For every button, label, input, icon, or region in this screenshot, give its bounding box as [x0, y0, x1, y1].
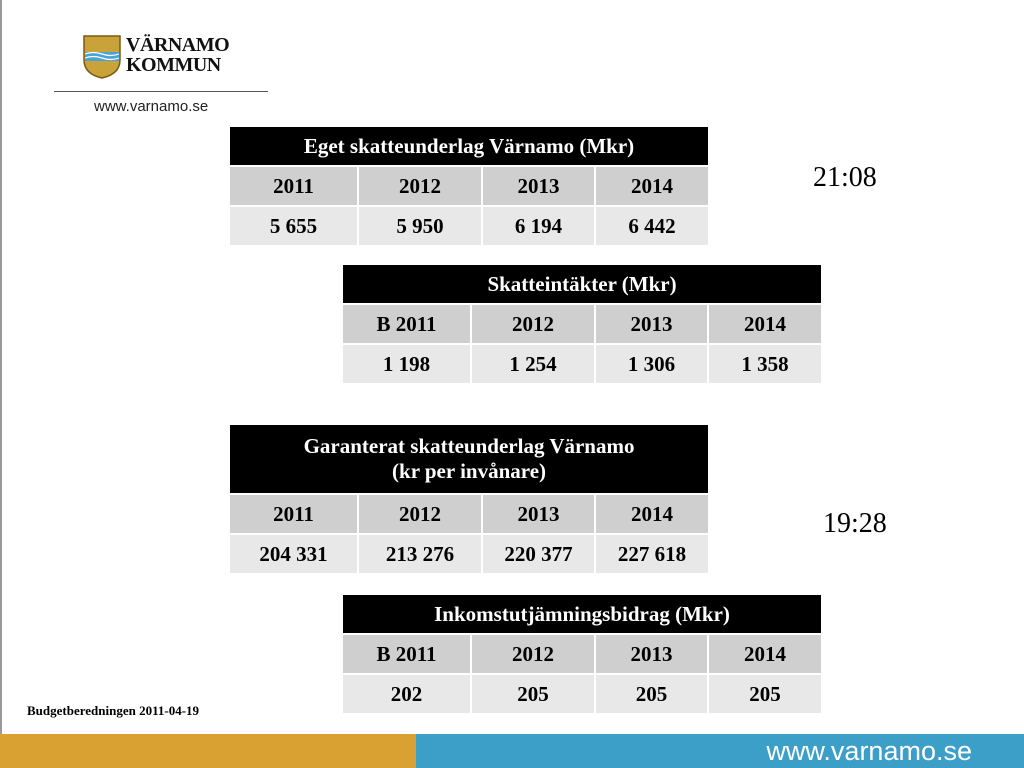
value-cell: 1 254 [471, 344, 595, 383]
value-cell: 204 331 [230, 534, 358, 573]
value-cell: 5 655 [230, 206, 358, 245]
table-header: Eget skatteunderlag Värnamo (Mkr) [230, 127, 708, 166]
table-header [230, 425, 708, 494]
value-cell: 205 [708, 674, 821, 713]
year-cell: 2012 [358, 494, 482, 534]
value-cell: 6 442 [595, 206, 708, 245]
table-header-line2: (kr per invånare) [392, 459, 547, 483]
time-label-1: 21:08 [813, 162, 877, 193]
year-cell: 2012 [471, 634, 595, 674]
table-header: Inkomstutjämningsbidrag (Mkr) [343, 595, 821, 634]
year-cell: 2012 [471, 304, 595, 344]
year-cell: 2014 [708, 634, 821, 674]
table-header-line1: Garanterat skatteunderlag Värnamo [303, 434, 635, 458]
table-header: Skatteintäkter (Mkr) [343, 265, 821, 304]
value-cell: 220 377 [482, 534, 595, 573]
value-cell: 227 618 [595, 534, 708, 573]
year-cell: 2014 [595, 166, 708, 206]
year-cell: 2014 [708, 304, 821, 344]
time-label-2: 19:28 [823, 508, 887, 539]
varnamo-kommun-logo [80, 32, 250, 84]
logo-divider [54, 91, 268, 92]
year-cell: 2013 [595, 304, 708, 344]
table-eget-skatteunderlag [230, 127, 708, 245]
value-cell: 1 306 [595, 344, 708, 383]
value-cell: 6 194 [482, 206, 595, 245]
table-garanterat-skatteunderlag [230, 425, 708, 573]
year-row [343, 634, 821, 674]
footer-url: www.varnamo.se [766, 736, 972, 766]
footer-note: Budgetberedningen 2011-04-19 [27, 703, 200, 718]
table-inkomstutjamningsbidrag [343, 595, 821, 713]
value-cell: 5 950 [358, 206, 482, 245]
logo-name-line1: VÄRNAMO [126, 34, 230, 56]
coat-of-arms-icon [82, 34, 122, 80]
value-cell: 202 [343, 674, 471, 713]
year-cell: B 2011 [343, 634, 471, 674]
year-cell: 2014 [595, 494, 708, 534]
year-cell: 2012 [358, 166, 482, 206]
value-cell: 205 [595, 674, 708, 713]
value-cell: 1 358 [708, 344, 821, 383]
value-row [230, 206, 708, 245]
year-cell: B 2011 [343, 304, 471, 344]
footer-bar-gold [0, 734, 416, 768]
year-cell: 2011 [230, 166, 358, 206]
value-row [230, 534, 708, 573]
year-cell: 2011 [230, 494, 358, 534]
logo-url: www.varnamo.se [94, 98, 209, 115]
value-cell: 205 [471, 674, 595, 713]
left-border-line [0, 0, 2, 734]
value-cell: 213 276 [358, 534, 482, 573]
value-row [343, 674, 821, 713]
year-row [230, 166, 708, 206]
logo-text [126, 35, 229, 75]
year-cell: 2013 [482, 494, 595, 534]
year-cell: 2013 [482, 166, 595, 206]
value-row [343, 344, 821, 383]
year-cell: 2013 [595, 634, 708, 674]
year-row [230, 494, 708, 534]
value-cell: 1 198 [343, 344, 471, 383]
logo-name-line2: KOMMUN [126, 54, 221, 76]
table-skatteintakter [343, 265, 821, 383]
year-row [343, 304, 821, 344]
